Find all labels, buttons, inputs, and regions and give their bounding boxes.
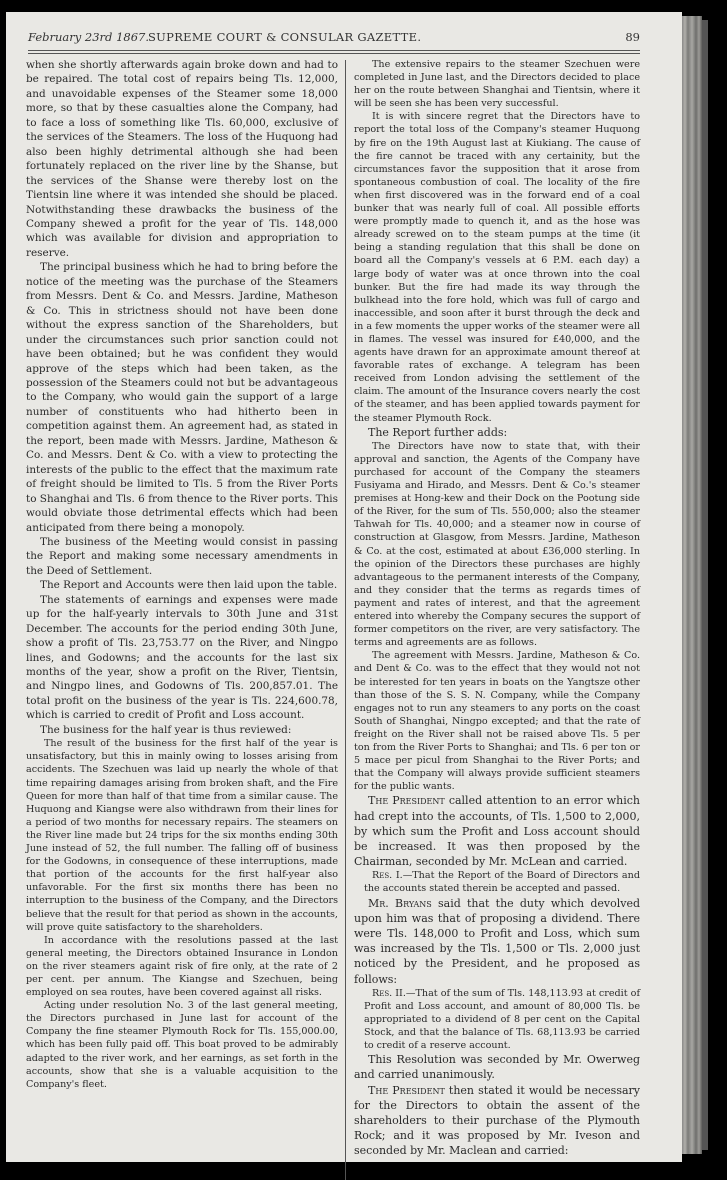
- paragraph: The principal business which he had to bring before the notice of the meeting was the purchase of the Steamers from Messrs. Dent & Co. and Messrs. Jardine, Matheson & Co. This in strictness should not have been done without the express sanction of the Shareholders, but under the circumstances such prior sanction could not have been obtained; but he was confident they would approve of the steps which had been taken, as the possession of the Steamers could not but be advantageous to the Company, who would gain the support of a large number of constituents who had hitherto been in competition against them. An agreement had, as stated in the report, been made with Messrs. Jardine, Matheson & Co. and Messrs. Dent & Co. with a view to protecting the interests of the public to the effect that the maximum rate of freight should be limited to Tls. 5 from the River Ports to Shanghai and Tls. 6 from thence to the River ports. This would obviate those detrimental effects which had been anticipated from there being a monopoly.: [26, 261, 338, 534]
- resolution-label: Res. II.: [372, 987, 406, 999]
- resolution-1: [354, 869, 640, 895]
- paragraph: The statements of earnings and expenses were made up for the half-yearly intervals to 30th June and 31st December. The accounts for the period ending 30th June, show a profit of Tls. 23,753.77 on the River, and Ningpo lines, and Godowns; and the accounts for the last six months of the year, show a profit on the River, Tientsin, and Ningpo lines, and Godowns of Tls. 200,857.01. The total profit on the business of the year is Tls. 224,600.78, which is carried to credit of Profit and Loss account.: [26, 593, 338, 722]
- quoted-paragraph: In accordance with the resolutions passed at the last general meeting, the Directors obtained Insurance in London on the river steamers againt risk of fire only, at the rate of 2 per cent. per annum. The Kiangse and Szechuen, being employed on sea routes, have been covered against all risks.: [26, 934, 338, 999]
- publication-title: SUPREME COURT & CONSULAR GAZETTE.: [148, 30, 422, 44]
- quoted-paragraph: The extensive repairs to the steamer Szechuen were completed in June last, and the Directors decided to place her on the route between Shanghai and Tientsin, where it will be seen she has been very successful.: [354, 59, 640, 110]
- speaker-name: The President: [368, 1083, 445, 1097]
- left-column: [26, 58, 338, 1091]
- right-column: [354, 58, 640, 1159]
- paragraph-seconded: This Resolution was seconded by Mr. Owerweg and carried unanimously.: [354, 1053, 640, 1082]
- paragraph-bryans: [354, 896, 640, 987]
- paragraph: The business for the half year is thus reviewed:: [40, 723, 292, 736]
- header-rule-bottom: [28, 53, 640, 54]
- paragraph: The Report and Accounts were then laid upon the table.: [40, 579, 338, 592]
- resolution-text: —That the Report of the Board of Directors and the accounts stated therein be accepted and passed.: [364, 870, 640, 895]
- quoted-paragraph: It is with sincere regret that the Directors have to report the total loss of the Company's steamer Huquong by fire on the 19th August last at Kiukiang. The cause of the fire cannot be traced with any certainity, but the circumstances favor the supposition that it arose from spontaneous combustion of coal. The locality of the fire when first discovered was in the forward end of a coal bunker that was nearly full of coal. All possible efforts were promptly made to quench it, and as the hose was already screwed on to the steam pumps at the time (it being a standing regulation that this shall be done on board all the Company's vessels at 6 P.M. each day) a large body of water was at once thrown into the coal bunker. But the fire had made its way through the bulkhead into the fore hold, which was full of cargo and inaccessible, and soon after it burst through the deck and in a few moments the upper works of the steamer were all in flames. The vessel was insured for £40,000, and the agents have drawn for an approximate amount thereof at favorable rates of exchange. A telegram has been received from London advising the settlement of the claim. The amount of the Insurance covers nearly the cost of the steamer, and has been applied towards payment for the steamer Plymouth Rock.: [354, 111, 640, 424]
- speaker-name: Mr. Bryans: [368, 896, 432, 910]
- section-intro: The Report further adds:: [368, 425, 508, 439]
- resolution-label: Res. I.: [372, 870, 403, 882]
- paragraph: when she shortly afterwards again broke down and had to be repaired. The total cost of repairs being Tls. 12,000, and unavoidable expenses of the Steamer some 18,000 more, so that by these casualties alone the Company, had to face a loss of something like Tls. 60,000, exclusive of the services of the Steamers. The loss of the Huquong had also been highly detrimental although she had been fortunately replaced on the river line by the Shanse, but the services of the Shanse were thereby lost on the Tientsin line where it was intended she should be placed. Notwithstanding these drawbacks the business of the Company shewed a profit for the year of Tls. 148,000 which was available for division and appropriation to reserve.: [26, 59, 338, 259]
- resolution-2: [354, 987, 640, 1052]
- quoted-paragraph: The result of the business for the first half of the year is unsatisfactory, but this in mainly owing to losses arising from accidents. The Szechuen was laid up nearly the whole of that time repairing damages arising from broken shaft, and the Fire Queen for more than half of that time from a similar cause. The Huquong and Kiangse were also withdrawn from their lines for a period of two months for necessary repairs. The steamers on the River line made but 24 trips for the six months ending 30th June instead of 52, the full number. The falling off of business for the Godowns, in consequence of these interruptions, made that portion of the accounts for the first half-year also unfavorable. For the first six months there has been no interruption to the business of the Company, and the Directors believe that the result for that period as shown in the accounts, will prove quite satisfactory to the shareholders.: [26, 738, 338, 933]
- resolution-text: —That of the sum of Tls. 148,113.93 at credit of Profit and Loss account, and amount of 80,000 Tls. be appropriated to a dividend of 8 per cent on the Capital Stock, and that the balance of Tls. 68,113.93 be carried to credit of a reserve account.: [364, 987, 641, 1052]
- paragraph-text: said that the duty which devolved upon him was that of proposing a dividend. There were Tls. 148,000 to Profit and Loss, which sum was increased by the Tls. 1,500 or Tls. 2,000 just noticed by the President, and he proposed as follows:: [354, 896, 640, 986]
- book-spine-shadow: [702, 20, 708, 1150]
- paragraph-text: then stated it would be necessary for the Directors to obtain the assent of the shareholders to their purchase of the Plymouth Rock; and it was proposed by Mr. Iveson and seconded by Mr. Maclean and carried:: [354, 1083, 641, 1158]
- paragraph: The business of the Meeting would consist in passing the Report and making some necessary amendments in the Deed of Settlement.: [26, 535, 338, 577]
- quoted-paragraph: The agreement with Messrs. Jardine, Matheson & Co. and Dent & Co. was to the effect that they would not not be interested for ten years in boats on the Yangtsze other than those of the S. S. N. Company, while the Company engages not to run any steamers to any ports on the coast South of Shanghai, Ningpo excepted; and that the rate of freight on the River shall not be raised above Tls. 5 per ton from the River Ports to Shanghai; and Tls. 6 per ton or 5 mace per picul from Shanghai to the River Ports; and that the Company will always provide sufficient steamers for the public wants.: [354, 650, 640, 793]
- paragraph-text: called attention to an error which had crept into the accounts, of Tls. 1,500 to 2,000, by which sum the Profit and Loss account should be increased. It was then proposed by the Chairman, seconded by Mr. McLean and carried.: [354, 794, 640, 869]
- paragraph-president-2: [354, 1083, 640, 1159]
- paragraph-president: [354, 793, 640, 869]
- speaker-name: The President: [368, 794, 445, 808]
- page-number: 89: [625, 30, 640, 44]
- header-rule-top: [28, 50, 640, 51]
- quoted-paragraph: Acting under resolution No. 3 of the last general meeting, the Directors purchased in June last for account of the Company the fine steamer Plymouth Rock for Tls. 155,000.00, which has been fully paid off. This boat proved to be admirably adapted to the river work, and her earnings, as set forth in the accounts, show that she is a valuable acquisition to the Company's fleet.: [26, 1000, 338, 1090]
- running-header: [28, 30, 640, 46]
- column-divider: [345, 60, 346, 1180]
- quoted-paragraph: The Directors have now to state that, with their approval and sanction, the Agents of the Company have purchased for account of the Company the steamers Fusiyama and Hirado, and Messrs. Dent & Co.'s steamer premises at Hong-kew and their Dock on the Pootung side of the River, for the sum of Tls. 550,000; also the steamer Tahwah for Tls. 40,000; and a steamer now in course of construction at Glasgow, from Messrs. Jardine, Matheson & Co. at the cost, estimated at about £36,000 sterling. In the opinion of the Directors these purchases are highly advantageous to the permanent interests of the Company, and they consider that the terms as regards times of payment and rates of interest, and that the agreement entered into whereby the Company secures the support of former competitors on the river, are very satisfactory. The terms and agreements are as follows.: [354, 440, 640, 649]
- book-page-edges: [682, 16, 702, 1154]
- header-date: February 23rd 1867.: [28, 30, 149, 44]
